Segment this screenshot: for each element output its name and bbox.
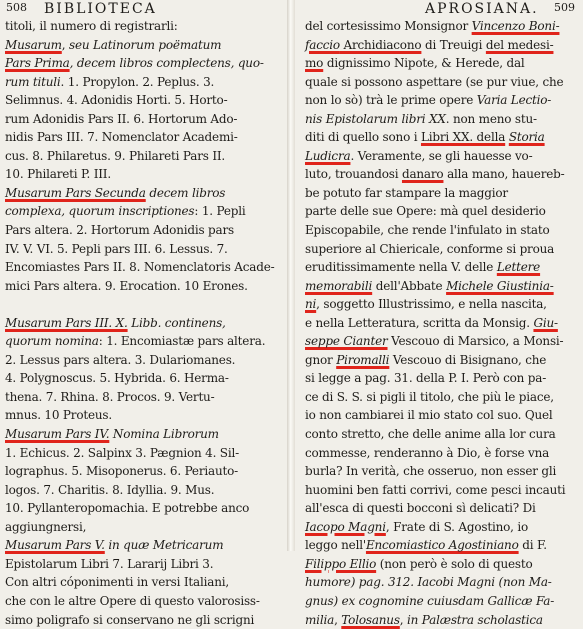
underlined-text: Archidiacono <box>340 38 421 52</box>
text-line <box>305 592 581 611</box>
text-segment: simo poligrafo si conservano ne gli scrigni <box>5 613 254 627</box>
text-segment: gnus) ex cognomine cuiusdam Gallicæ Fa- <box>305 594 554 608</box>
left-page-header <box>0 1 284 17</box>
text-segment: Con altri cóponimenti in versi Italiani, <box>5 575 229 589</box>
text-line <box>5 573 282 592</box>
text-line <box>305 462 581 481</box>
text-line <box>305 314 581 333</box>
text-line <box>305 17 581 36</box>
underlined-text: memorabili <box>305 279 372 293</box>
text-segment: in Palæstra scholastica <box>407 613 543 627</box>
text-segment: conto stretto, che delle anime alla lor cura <box>305 427 556 441</box>
text-segment: quale si possono aspettare (se pur viue, che <box>305 75 563 89</box>
text-segment: thena. 7. Rhina. 8. Procos. 9. Vertu- <box>5 390 214 404</box>
text-line <box>305 536 581 555</box>
text-line <box>305 36 581 55</box>
text-line <box>305 202 581 221</box>
text-line <box>305 573 581 592</box>
text-line <box>305 611 581 629</box>
underlined-text: faccio <box>305 38 340 52</box>
text-segment: Episcopabile, che rende l'infulato in stato <box>305 223 550 237</box>
text-segment: . non meno stu- <box>446 112 537 126</box>
text-line <box>5 147 282 166</box>
text-segment: cus. 8. Philaretus. 9. Philareti Pars II. <box>5 149 225 163</box>
text-segment: nidis Pars III. 7. Nomenclator Academi- <box>5 130 238 144</box>
underlined-text: Storia <box>509 130 545 144</box>
text-line <box>5 518 282 537</box>
underlined-text: danaro <box>402 167 443 181</box>
text-segment: . 1. Propylon. 2. Peplus. 3. <box>61 75 215 89</box>
text-segment: Varia Lectio- <box>477 93 551 107</box>
underlined-text: Piromalli <box>336 353 389 367</box>
text-line <box>5 54 282 73</box>
text-segment: mici Pars altera. 9. Erocation. 10 Erones. <box>5 279 248 293</box>
underlined-text: Vincenzo Boni- <box>472 19 560 33</box>
text-segment: , decem libros complectens, quo- <box>70 56 264 70</box>
text-segment: dignissimo Nipote, & Herede, dal <box>323 56 524 70</box>
text-line <box>5 555 282 574</box>
text-segment: Epistolarum Libri 7. Lararij Libri 3. <box>5 557 213 571</box>
right-page-header <box>297 1 583 17</box>
text-line <box>5 499 282 518</box>
text-segment: huomini ben fatti corrivi, come pesci incauti <box>305 483 565 497</box>
underlined-text: del medesi- <box>486 38 554 52</box>
text-line <box>5 184 282 203</box>
text-segment: 10. Pyllanteropomachia. E potrebbe anco <box>5 501 249 515</box>
text-segment: non lo sò) trà le prime opere <box>305 93 477 107</box>
underlined-text: Lettere <box>497 260 540 274</box>
text-segment: aggiungnersi, <box>5 520 86 534</box>
text-line <box>305 388 581 407</box>
text-line <box>5 332 282 351</box>
text-segment: diti di quello sono i <box>305 130 421 144</box>
underlined-text: Giu- <box>533 316 557 330</box>
text-line <box>5 165 282 184</box>
text-segment: 2. Lessus pars altera. 3. Dulariomanes. <box>5 353 235 367</box>
right-page <box>297 0 583 551</box>
left-page-text <box>5 17 282 629</box>
text-segment: Encomiastes Pars II. 8. Nomenclatoris Acade- <box>5 260 274 274</box>
text-segment: Nomina Librorum <box>109 427 219 441</box>
text-line <box>305 165 581 184</box>
text-segment: , <box>334 613 341 627</box>
underlined-text: Libri XX. della <box>421 130 505 144</box>
text-line <box>305 221 581 240</box>
text-segment: alla mano, hauereb- <box>443 167 564 181</box>
text-segment: , Frate di S. Agostino, io <box>386 520 528 534</box>
text-segment: (non però è solo di questo <box>376 557 532 571</box>
text-segment: rum tituli <box>5 75 61 89</box>
text-segment: : 1. Encomiastæ pars altera. <box>99 334 266 348</box>
text-line <box>5 388 282 407</box>
text-segment: milia <box>305 613 334 627</box>
text-segment: logos. 7. Charitis. 8. Idyllia. 9. Mus. <box>5 483 214 497</box>
text-segment: di Treuigi <box>421 38 486 52</box>
text-segment: commesse, renderanno à Dio, è forse vna <box>305 446 549 460</box>
text-line <box>5 277 282 296</box>
underlined-text: ni <box>305 297 316 311</box>
text-segment: , <box>400 613 407 627</box>
text-line <box>5 314 282 333</box>
text-line <box>305 444 581 463</box>
underlined-text: Musarum Pars V. <box>5 538 105 552</box>
text-segment: lographus. 5. Misoponerus. 6. Periauto- <box>5 464 238 478</box>
underlined-text: Musarum Pars Secunda <box>5 186 146 200</box>
running-head: BIBLIOTECA <box>44 1 157 17</box>
underlined-text: seppe Cianter <box>305 334 388 348</box>
text-segment: humore) pag. 312. Iacobi Magni (non Ma- <box>305 575 552 589</box>
book-gutter <box>287 0 295 551</box>
text-segment: titoli, il numero di registrarli: <box>5 19 178 33</box>
text-segment: e nella Letteratura, scritta da Monsig. <box>305 316 533 330</box>
text-line <box>5 110 282 129</box>
text-line <box>5 221 282 240</box>
text-segment: del cortesissimo Monsignor <box>305 19 472 33</box>
text-segment: parte delle sue Opere: mà quel desiderio <box>305 204 546 218</box>
underlined-text: Iacopo Magni <box>305 520 386 534</box>
page-number: 509 <box>554 1 575 14</box>
text-line <box>5 369 282 388</box>
underlined-text: Encomiastico Agostiniano <box>366 538 519 552</box>
text-segment: : 1. Pepli <box>194 204 245 218</box>
text-segment: mnus. 10 Proteus. <box>5 408 112 422</box>
text-line <box>305 555 581 574</box>
text-segment: . Veramente, se gli hauesse vo- <box>350 149 532 163</box>
text-line <box>5 17 282 36</box>
text-segment: in quæ Metricarum <box>105 538 224 552</box>
text-line <box>5 425 282 444</box>
text-segment: dell'Abbate <box>372 279 446 293</box>
underlined-text: Filippo Ellio <box>305 557 376 571</box>
text-segment: Libb. continens, <box>128 316 226 330</box>
text-line <box>5 592 282 611</box>
text-segment: di F. <box>519 538 547 552</box>
text-segment: 10. Philareti P. III. <box>5 167 111 181</box>
text-line <box>5 295 282 314</box>
underlined-text: Musarum Pars IV. <box>5 427 109 441</box>
page-number: 508 <box>6 1 27 14</box>
text-line <box>305 147 581 166</box>
text-line <box>305 295 581 314</box>
text-line <box>305 351 581 370</box>
text-line <box>5 481 282 500</box>
text-segment: si legge a pag. 31. della P. I. Però con pa- <box>305 371 546 385</box>
text-segment: IV. V. VI. 5. Pepli pars III. 6. Lessus. 7. <box>5 242 228 256</box>
underlined-text: Musarum <box>5 38 62 52</box>
text-line <box>5 128 282 147</box>
text-segment: superiore al Chiericale, conforme si proua <box>305 242 554 256</box>
right-page-text <box>305 17 581 629</box>
text-line <box>5 406 282 425</box>
text-segment: complexa, quorum inscriptiones <box>5 204 194 218</box>
text-segment: 4. Polygnoscus. 5. Hybrida. 6. Herma- <box>5 371 229 385</box>
text-line <box>305 406 581 425</box>
text-line <box>5 444 282 463</box>
text-segment: , <box>62 38 69 52</box>
text-segment: Pars altera. 2. Hortorum Adonidis pars <box>5 223 234 237</box>
underlined-text: Musarum Pars III. X. <box>5 316 128 330</box>
text-line <box>305 499 581 518</box>
text-line <box>305 184 581 203</box>
left-page <box>0 0 284 551</box>
underlined-text: Ludicra <box>305 149 350 163</box>
text-line <box>305 332 581 351</box>
text-line <box>305 128 581 147</box>
text-line <box>305 110 581 129</box>
running-head: APROSIANA. <box>425 1 539 17</box>
text-line <box>5 240 282 259</box>
text-line <box>5 258 282 277</box>
text-line <box>5 462 282 481</box>
underlined-text: Pars Prima <box>5 56 70 70</box>
text-line <box>5 611 282 629</box>
text-line <box>305 54 581 73</box>
text-segment: che con le altre Opere di questo valorosiss- <box>5 594 260 608</box>
text-line <box>305 481 581 500</box>
text-segment: gnor <box>305 353 336 367</box>
text-line <box>305 518 581 537</box>
text-segment: Vescouo di Bisignano, che <box>389 353 546 367</box>
text-segment: burla? In verità, che osseruo, non esser gli <box>305 464 556 478</box>
text-line <box>5 91 282 110</box>
text-segment: luto, trouandosi <box>305 167 402 181</box>
text-segment: be potuto far stampare la maggior <box>305 186 508 200</box>
underlined-text: Tolosanus <box>341 613 400 627</box>
text-line <box>5 36 282 55</box>
text-segment: all'esca di questi bocconi sì delicati? Di <box>305 501 536 515</box>
text-line <box>5 351 282 370</box>
underlined-text: mo <box>305 56 323 70</box>
text-line <box>5 536 282 555</box>
text-segment: nis Epistolarum libri XX <box>305 112 446 126</box>
text-segment: 1. Echicus. 2. Salpinx 3. Pægnion 4. Sil- <box>5 446 239 460</box>
text-segment: ce di S. S. si pigli il titolo, che più le piace, <box>305 390 554 404</box>
text-segment: seu Latinorum poëmatum <box>69 38 221 52</box>
text-segment: decem libros <box>146 186 226 200</box>
text-segment: eruditissimamente nella V. delle <box>305 260 497 274</box>
text-line <box>305 73 581 92</box>
text-line <box>5 202 282 221</box>
text-segment: leggo nell' <box>305 538 366 552</box>
text-line <box>305 425 581 444</box>
text-segment: quorum nomina <box>5 334 99 348</box>
text-line <box>5 73 282 92</box>
text-segment: Selimnus. 4. Adonidis Horti. 5. Horto- <box>5 93 227 107</box>
text-line <box>305 240 581 259</box>
text-segment: rum Adonidis Pars II. 6. Hortorum Ado- <box>5 112 237 126</box>
text-line <box>305 369 581 388</box>
text-line <box>305 277 581 296</box>
text-segment: io non cambiarei il mio stato col suo. Quel <box>305 408 553 422</box>
text-line <box>305 91 581 110</box>
text-segment: , soggetto Illustrissimo, e nella nascita, <box>316 297 547 311</box>
text-line <box>305 258 581 277</box>
underlined-text: Michele Giustinia- <box>446 279 554 293</box>
text-segment: Vescouo di Marsico, a Monsi- <box>388 334 564 348</box>
